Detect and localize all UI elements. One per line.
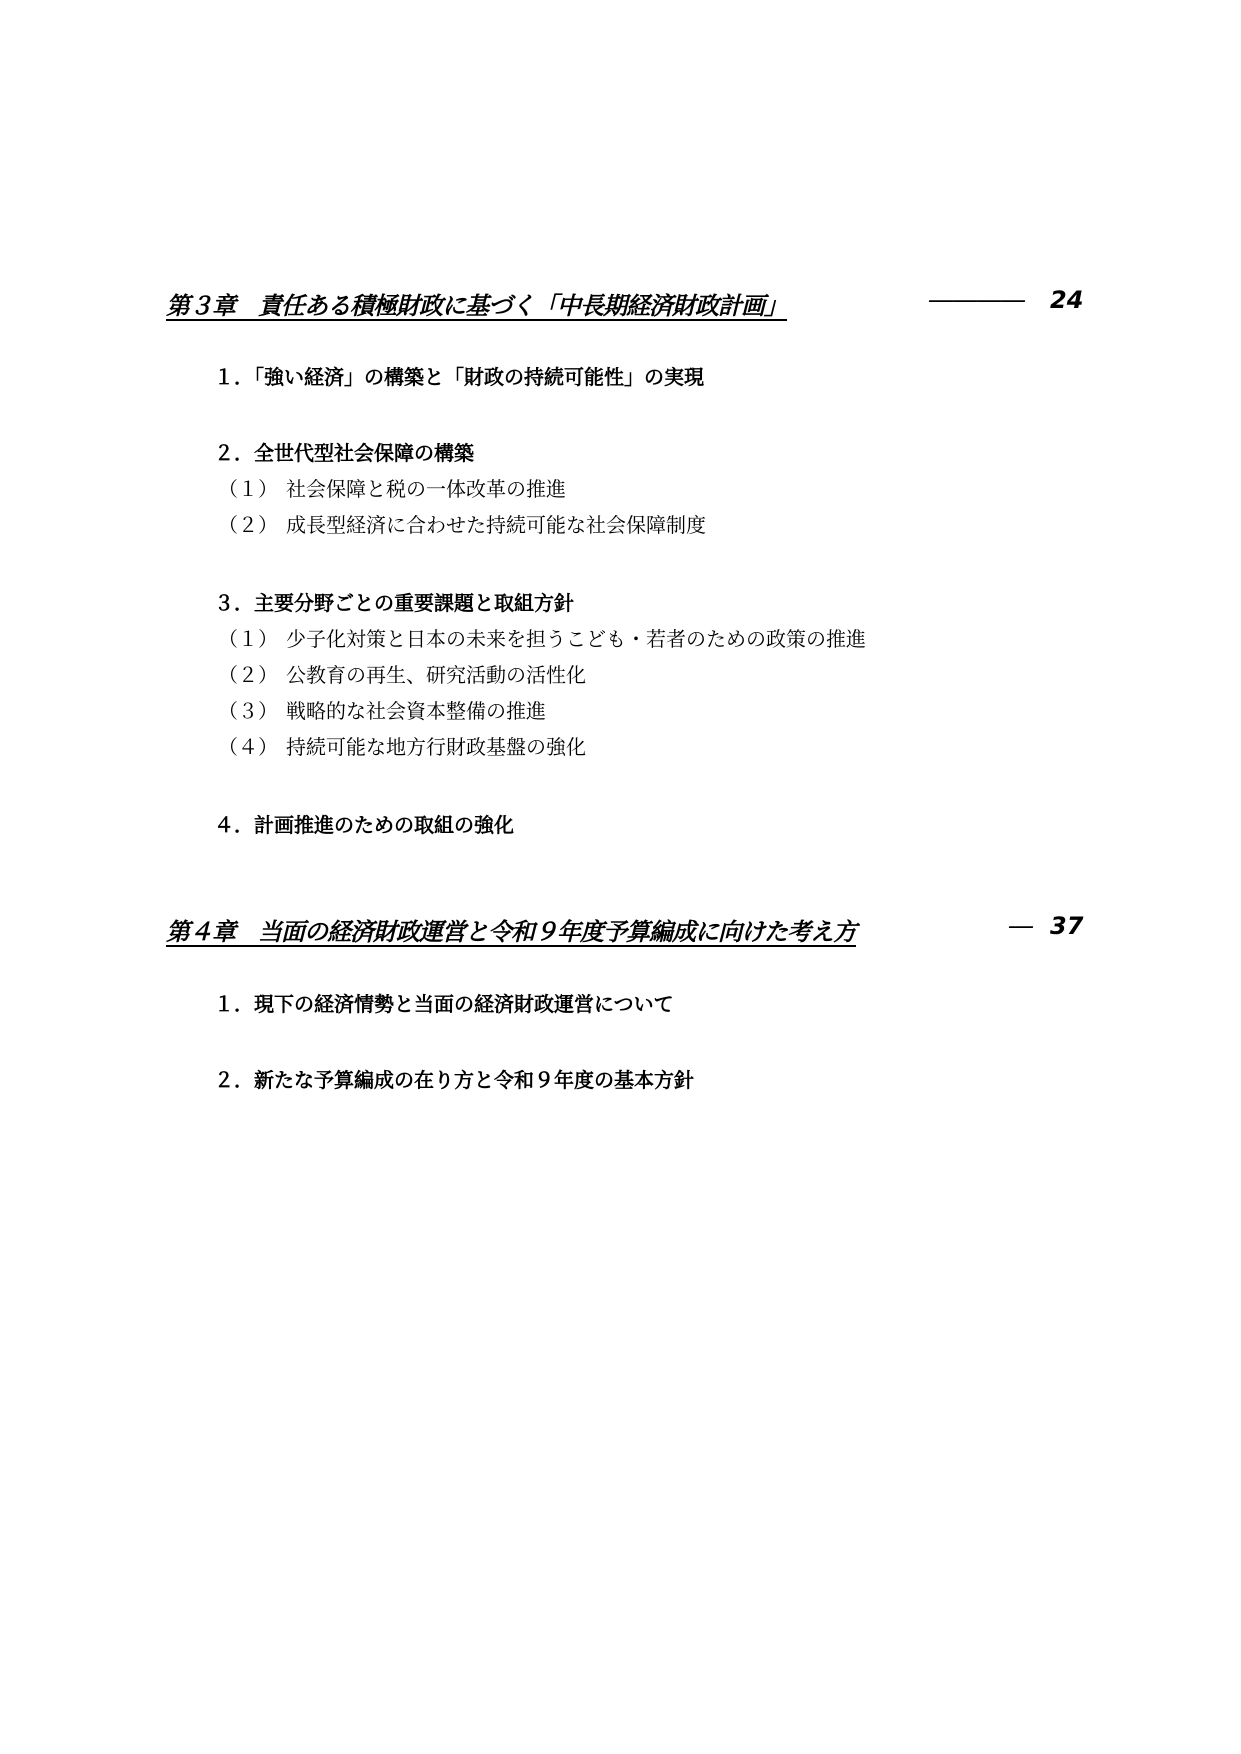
chapter-3-title[interactable]: 第３章 責任ある積極財政に基づく「中長期経済財政計画」 bbox=[166, 292, 787, 320]
chapter-3-page-number: 24 bbox=[1050, 286, 1084, 314]
chapter-4-section-1[interactable]: １．現下の経済情勢と当面の経済財政運営について bbox=[214, 992, 674, 1016]
chapter-4-leader: ― bbox=[1009, 912, 1033, 940]
item-label: 成長型経済に合わせた持続可能な社会保障制度 bbox=[286, 513, 706, 537]
chapter-3-section-3[interactable]: ３．主要分野ごとの重要課題と取組方針 bbox=[214, 591, 574, 615]
item-number: （２） bbox=[218, 663, 278, 687]
chapter-3-section-3-item-3[interactable] bbox=[218, 695, 546, 724]
item-number: （１） bbox=[218, 477, 278, 501]
chapter-3-section-3-item-1[interactable] bbox=[218, 623, 866, 652]
chapter-4-section-2[interactable]: ２．新たな予算編成の在り方と令和９年度の基本方針 bbox=[214, 1068, 694, 1092]
chapter-4-entry[interactable] bbox=[166, 912, 1084, 952]
chapter-3-section-2[interactable]: ２．全世代型社会保障の構築 bbox=[214, 441, 474, 465]
item-number: （２） bbox=[218, 513, 278, 537]
chapter-3-section-1[interactable]: １．「強い経済」の構築と「財政の持続可能性」の実現 bbox=[214, 365, 704, 389]
item-number: （４） bbox=[218, 735, 278, 759]
chapter-3-section-2-item-2[interactable] bbox=[218, 509, 706, 538]
item-number: （１） bbox=[218, 627, 278, 651]
item-label: 持続可能な地方行財政基盤の強化 bbox=[286, 735, 586, 759]
chapter-4-page-number: 37 bbox=[1050, 912, 1084, 940]
chapter-3-section-2-item-1[interactable] bbox=[218, 473, 566, 502]
chapter-3-entry[interactable] bbox=[166, 286, 1084, 326]
item-label: 少子化対策と日本の未来を担うこども・若者のための政策の推進 bbox=[286, 627, 866, 651]
chapter-3-leader: ―――― bbox=[929, 286, 1025, 314]
chapter-3-section-4[interactable]: ４．計画推進のための取組の強化 bbox=[214, 813, 514, 837]
item-label: 戦略的な社会資本整備の推進 bbox=[286, 699, 546, 723]
chapter-3-section-3-item-2[interactable] bbox=[218, 659, 586, 688]
chapter-4-title[interactable]: 第４章 当面の経済財政運営と令和９年度予算編成に向けた考え方 bbox=[166, 918, 856, 946]
item-label: 社会保障と税の一体改革の推進 bbox=[286, 477, 566, 501]
item-label: 公教育の再生、研究活動の活性化 bbox=[286, 663, 586, 687]
chapter-3-section-3-item-4[interactable] bbox=[218, 731, 586, 760]
item-number: （３） bbox=[218, 699, 278, 723]
